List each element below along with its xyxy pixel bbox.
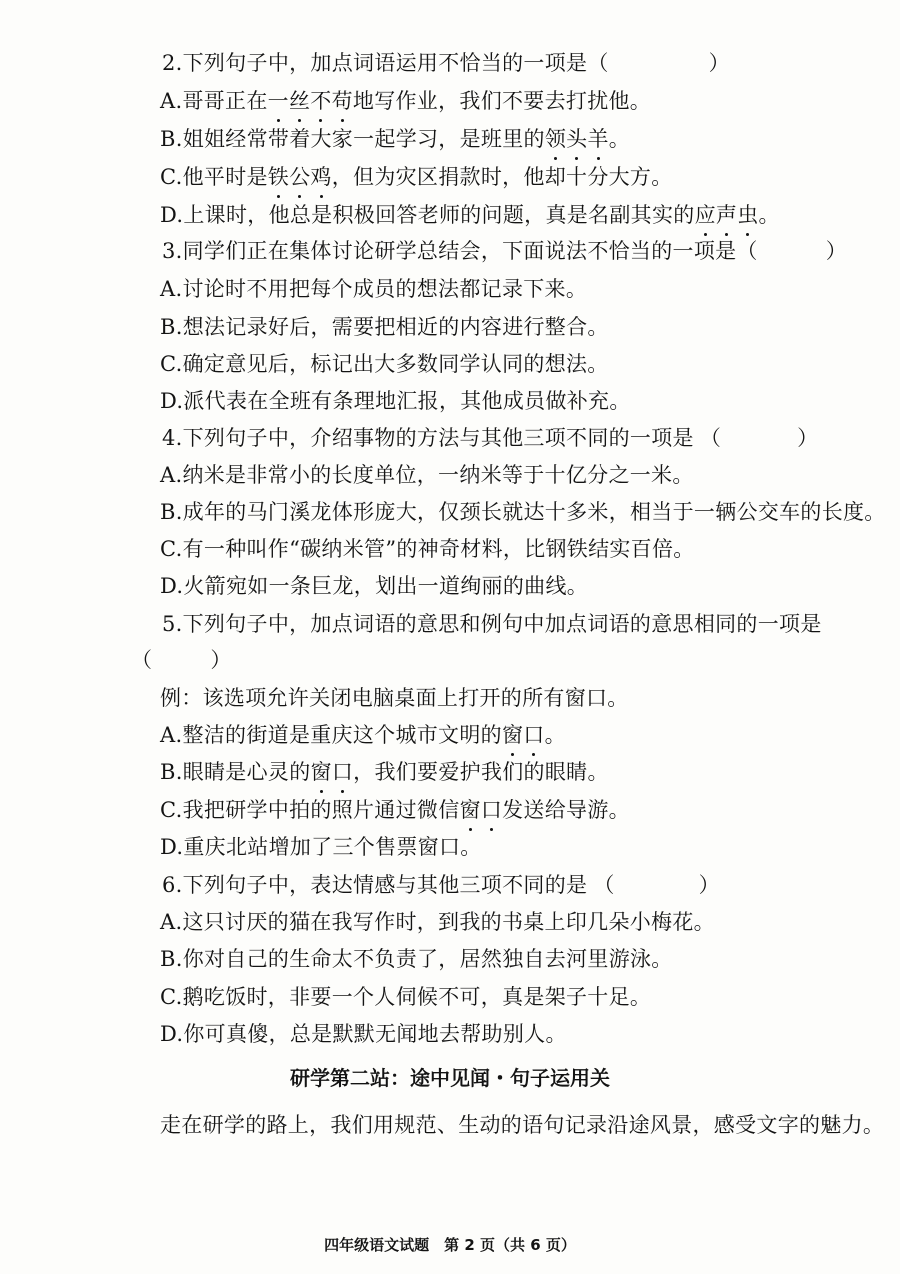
answer-bracket-close: ） xyxy=(698,873,720,897)
question-text: 6.下列句子中，表达情感与其他三项不同的是 xyxy=(162,873,588,897)
question-2-option-b xyxy=(160,124,630,154)
option-text: 发送给导游。 xyxy=(502,798,630,822)
emphasis-char: 口 xyxy=(332,757,353,787)
question-2-option-d xyxy=(160,200,780,230)
dotted-word xyxy=(460,798,503,822)
option-text: C.他平时是 xyxy=(160,165,268,189)
emphasis-char: 铁 xyxy=(268,162,289,192)
question-3-option-b xyxy=(160,312,609,342)
emphasis-char: 声 xyxy=(716,200,737,230)
option-text: A.整洁的街道是重庆这个城市文明的 xyxy=(160,723,502,747)
question-4-option-a xyxy=(160,460,694,490)
option-text: B.想法记录好后，需要把相近的内容进行整合。 xyxy=(160,315,609,339)
emphasis-char: 头 xyxy=(566,124,587,154)
question-4-stem xyxy=(162,423,818,453)
question-5-option-c xyxy=(160,795,630,825)
question-2-option-c xyxy=(160,162,673,192)
dotted-word xyxy=(695,203,759,227)
option-text: ，但为灾区捐款时，他却十分大方。 xyxy=(331,165,673,189)
answer-bracket-close: ） xyxy=(825,239,848,263)
option-text: B.姐姐经常带着大家一起学习，是班里的 xyxy=(160,127,545,151)
emphasis-char: 不 xyxy=(310,86,331,116)
emphasis-char: 丝 xyxy=(289,86,310,116)
question-3-stem xyxy=(162,236,847,266)
option-text: ，我们要爱护我们的眼睛。 xyxy=(353,760,609,784)
option-text: D.重庆北站增加了三个售票窗口。 xyxy=(160,835,482,859)
question-2-stem xyxy=(162,48,730,78)
dotted-word xyxy=(502,723,545,747)
section-intro: 走在研学的路上，我们用规范、生动的语句记录沿途风景，感受文字的魅力。 xyxy=(160,1113,885,1137)
question-4-option-b xyxy=(160,497,886,527)
answer-bracket-open: （ xyxy=(699,426,722,450)
option-text: D.火箭宛如一条巨龙，划出一道绚丽的曲线。 xyxy=(160,574,589,598)
option-text: A.讨论时不用把每个成员的想法都记录下来。 xyxy=(160,277,588,301)
option-text: A.纳米是非常小的长度单位，一纳米等于十亿分之一米。 xyxy=(160,463,694,487)
question-3-option-a xyxy=(160,274,587,304)
question-2-option-a xyxy=(160,86,651,116)
answer-bracket-open: （ xyxy=(593,873,615,897)
option-text: 。 xyxy=(758,203,780,227)
question-4-option-d xyxy=(160,571,588,601)
dotted-word xyxy=(268,165,332,189)
question-3-option-c xyxy=(160,349,609,379)
emphasis-char: 应 xyxy=(695,200,716,230)
emphasis-char: 鸡 xyxy=(310,162,331,192)
question-6-option-b xyxy=(160,944,673,974)
question-text: 5.下列句子中，加点词语的意思和例句中加点词语的意思相同的一项是 xyxy=(162,612,822,636)
answer-bracket-open: （ xyxy=(131,648,153,672)
question-5-option-b xyxy=(160,757,609,787)
option-text: C.确定意见后，标记出大多数同学认同的想法。 xyxy=(160,352,609,376)
question-6-option-d xyxy=(160,1019,567,1049)
option-text: D.上课时，他总是积极回答老师的问题，真是名副其实的 xyxy=(160,203,695,227)
option-text: D.你可真傻，总是默默无闻地去帮助别人。 xyxy=(160,1022,567,1046)
emphasis-char: 窗 xyxy=(460,795,481,825)
emphasis-char: 公 xyxy=(289,162,310,192)
dotted-word xyxy=(311,760,354,784)
option-text: 地写作业，我们不要去打扰他。 xyxy=(352,89,652,113)
emphasis-char: 虫 xyxy=(737,200,758,230)
question-text: 3.同学们正在集体讨论研学总结会，下面说法不恰当的一项是（ xyxy=(162,239,758,263)
emphasis-char: 一 xyxy=(268,86,289,116)
emphasis-char: 口 xyxy=(481,795,502,825)
question-text: 2.下列句子中，加点词语运用不恰当的一项是（ xyxy=(162,51,609,75)
question-3-option-d xyxy=(160,386,631,416)
option-text: C.有一种叫作“碳纳米管”的神奇材料，比钢铁结实百倍。 xyxy=(160,537,695,561)
answer-bracket-close: ） xyxy=(797,426,819,450)
page-footer: 四年级语文试题 第 2 页（共 6 页） xyxy=(324,1236,576,1254)
option-text: A.哥哥正在 xyxy=(160,89,268,113)
option-text: A.这只讨厌的猫在我写作时，到我的书桌上印几朵小梅花。 xyxy=(160,910,715,934)
question-5-stem xyxy=(162,609,822,639)
emphasis-char: 领 xyxy=(545,124,566,154)
question-6-option-c xyxy=(160,982,651,1012)
option-text: C.我把研学中拍的照片通过微信 xyxy=(160,798,460,822)
question-4-option-c xyxy=(160,534,695,564)
question-6-stem xyxy=(162,870,720,900)
option-text: C.鹅吃饭时，非要一个人伺候不可，真是架子十足。 xyxy=(160,985,652,1009)
question-text: 4.下列句子中，介绍事物的方法与其他三项不同的一项是 xyxy=(162,426,694,450)
answer-bracket-close: ） xyxy=(210,648,232,672)
dotted-word xyxy=(268,89,353,113)
question-5-answer-bracket xyxy=(131,645,232,675)
option-text: 。 xyxy=(608,127,631,151)
option-text: B.成年的马门溪龙体形庞大，仅颈长就达十多米，相当于一辆公交车的长度。 xyxy=(160,500,886,524)
question-5-option-a xyxy=(160,720,566,750)
option-text: 。 xyxy=(544,723,566,747)
emphasis-char: 口 xyxy=(523,720,544,750)
emphasis-char: 羊 xyxy=(587,124,608,154)
emphasis-char: 窗 xyxy=(502,720,523,750)
option-text: D.派代表在全班有条理地汇报，其他成员做补充。 xyxy=(160,389,631,413)
question-6-option-a xyxy=(160,907,715,937)
example-text: 例：该选项允许关闭电脑桌面上打开的所有窗口。 xyxy=(160,686,629,710)
question-5-example xyxy=(160,683,629,713)
answer-bracket-close: ） xyxy=(708,51,730,75)
dotted-word xyxy=(545,127,609,151)
emphasis-char: 窗 xyxy=(311,757,332,787)
question-5-option-d xyxy=(160,832,482,862)
emphasis-char: 苟 xyxy=(332,86,353,116)
option-text: B.你对自己的生命太不负责了，居然独自去河里游泳。 xyxy=(160,947,673,971)
section-title: 研学第二站：途中见闻・句子运用关 xyxy=(290,1066,610,1090)
option-text: B.眼睛是心灵的 xyxy=(160,760,311,784)
